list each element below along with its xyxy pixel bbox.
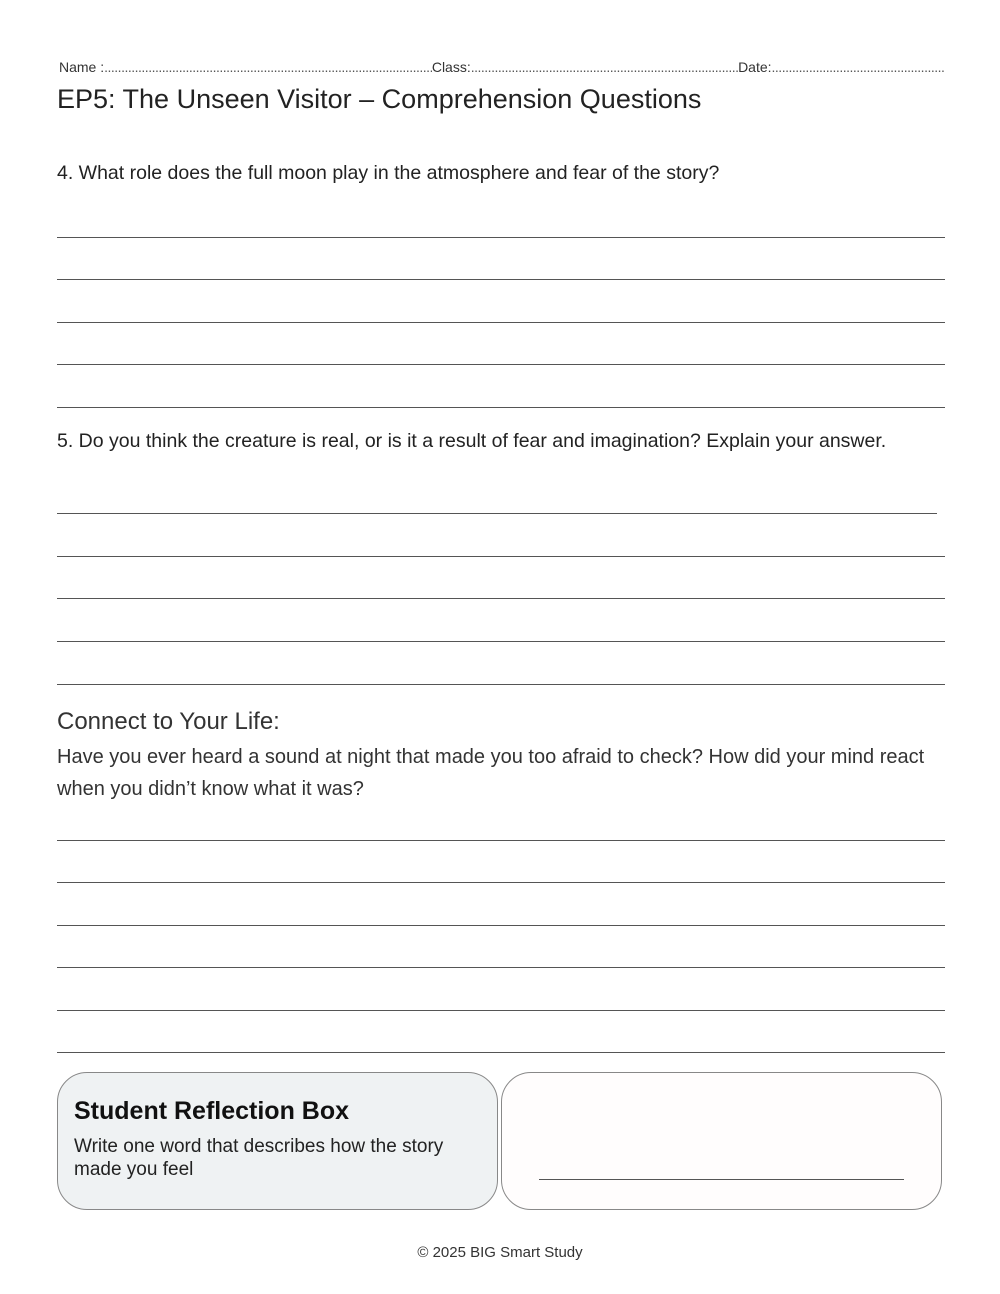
- connect-prompt: Have you ever heard a sound at night that made you too afraid to check? How did your mind react when you didn’t know what it was?: [57, 746, 925, 800]
- answer-line[interactable]: [57, 598, 945, 599]
- answer-line[interactable]: [57, 237, 945, 238]
- date-label: Date:: [738, 59, 772, 75]
- answer-line[interactable]: [57, 513, 937, 514]
- answer-line[interactable]: [57, 279, 945, 280]
- question-4: 4. What role does the full moon play in the atmosphere and fear of the story?: [57, 162, 720, 184]
- copyright-footer: © 2025 BIG Smart Study: [417, 1244, 583, 1261]
- answer-line[interactable]: [57, 840, 945, 841]
- answer-line[interactable]: [57, 684, 945, 685]
- class-label: Class:: [431, 59, 471, 75]
- answer-line[interactable]: [57, 1010, 945, 1011]
- answer-line[interactable]: [57, 925, 945, 926]
- date-field[interactable]: [772, 59, 944, 75]
- name-field[interactable]: [104, 59, 432, 75]
- reflection-answer-line[interactable]: [539, 1179, 904, 1180]
- page-title: EP5: The Unseen Visitor – Comprehension Questions: [57, 84, 702, 114]
- reflection-title: Student Reflection Box: [74, 1097, 350, 1125]
- class-field[interactable]: [471, 59, 738, 75]
- reflection-answer-box: [501, 1072, 942, 1210]
- question-5: 5. Do you think the creature is real, or is it a result of fear and imagination? Explain your answer.: [57, 430, 887, 452]
- name-label: Name :: [59, 59, 105, 75]
- student-info-row: [59, 59, 944, 75]
- connect-heading: Connect to Your Life:: [57, 708, 280, 735]
- reflection-prompt: Write one word that describes how the story made you feel: [74, 1136, 444, 1180]
- answer-line[interactable]: [57, 967, 945, 968]
- answer-line[interactable]: [57, 407, 945, 408]
- answer-line[interactable]: [57, 322, 945, 323]
- answer-line[interactable]: [57, 882, 945, 883]
- answer-line[interactable]: [57, 556, 945, 557]
- reflection-box: [57, 1072, 498, 1210]
- answer-line[interactable]: [57, 1052, 945, 1053]
- answer-line[interactable]: [57, 364, 945, 365]
- answer-line[interactable]: [57, 641, 945, 642]
